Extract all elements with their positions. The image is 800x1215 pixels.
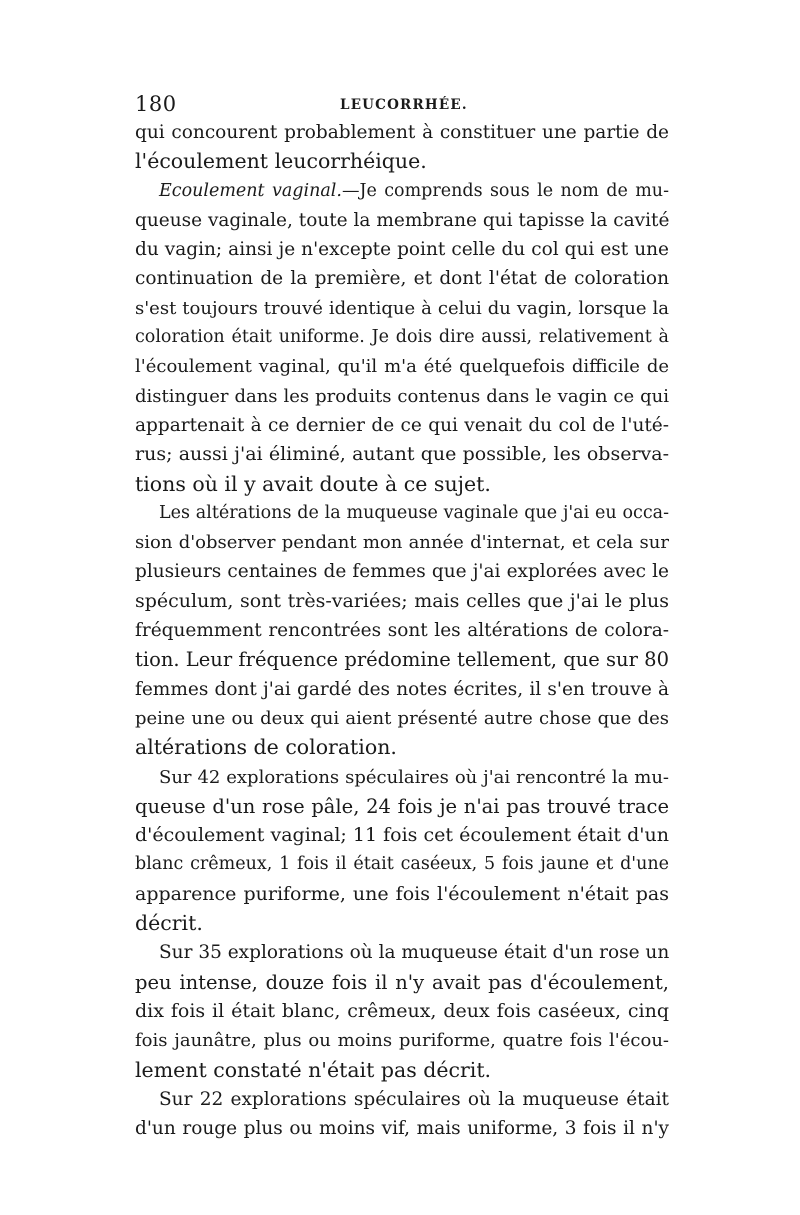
text-line: [135, 733, 669, 762]
text-line: [135, 470, 669, 499]
line-text: blanc crêmeux, 1 fois il était caséeux, 5 fois jaune et d'une: [135, 854, 669, 875]
text-line: [135, 968, 669, 997]
line-text: sion d'observer pendant mon année d'internat, et cela sur: [135, 532, 669, 554]
text-line: [135, 792, 669, 821]
text-line: [135, 938, 669, 967]
line-text: distinguer dans les produits contenus dans le vagin ce qui: [135, 385, 669, 407]
line-text: s'est toujours trouvé identique à celui du vagin, lorsque la: [135, 297, 669, 319]
text-line: [135, 411, 669, 440]
line-text: l'écoulement vaginal, qu'il m'a été quelquefois difficile de: [135, 356, 669, 378]
line-text: rus; aussi j'ai éliminé, autant que possible, les observa-: [135, 443, 669, 466]
line-text: fois jaunâtre, plus ou moins puriforme, quatre fois l'écou-: [135, 1030, 669, 1052]
line-text: Sur 35 explorations où la muqueuse était d'un rose un: [159, 942, 669, 964]
line-text: apparence puriforme, une fois l'écoulement n'était pas: [135, 882, 669, 905]
line-text: continuation de la première, et dont l'état de coloration: [135, 268, 669, 290]
text-line: [135, 909, 669, 938]
line-text: plusieurs centaines de femmes que j'ai explorées avec le: [135, 561, 669, 583]
text-line: [135, 1026, 669, 1055]
line-text: peine une ou deux qui aient présenté autre chose que des: [135, 707, 669, 729]
text-line: [135, 440, 669, 469]
text-line: [135, 206, 669, 235]
text-line: [135, 704, 669, 733]
text-line: [135, 1056, 669, 1085]
text-line: [135, 528, 669, 557]
line-text: spéculum, sont très-variées; mais celles que j'ai le plus: [135, 589, 669, 612]
text-line: [135, 294, 669, 323]
text-line: [135, 1114, 669, 1143]
text-line: [135, 177, 669, 206]
line-text: tion. Leur fréquence prédomine tellement, que sur 80: [135, 648, 669, 672]
line-text: queuse vaginale, toute la membrane qui tapisse la cavité: [135, 209, 669, 231]
line-text: —Je comprends sous le nom de mu-: [341, 180, 669, 201]
page-header: [135, 92, 665, 116]
line-text: Les altérations de la muqueuse vaginale que j'ai eu occa-: [159, 502, 669, 523]
section-heading: Ecoulement vaginal.: [159, 180, 342, 201]
line-text: fréquemment rencontrées sont les altérations de colora-: [135, 620, 669, 642]
line-text: peu intense, douze fois il n'y avait pas d'écoulement,: [135, 970, 669, 994]
running-title: LEUCORRHÉE.: [340, 97, 468, 113]
text-line: [135, 763, 669, 792]
line-text: Sur 42 explorations spéculaires où j'ai rencontré la mu-: [159, 766, 669, 788]
text-line: [135, 616, 669, 645]
line-text: coloration était uniforme. Je dois dire aussi, relativement à: [135, 327, 669, 348]
line-text: queuse d'un rose pâle, 24 fois je n'ai pas trouvé trace: [135, 794, 669, 818]
text-line: [135, 821, 669, 850]
line-text: qui concourent probablement à constituer une partie de: [135, 122, 669, 143]
line-text: dix fois il était blanc, crêmeux, deux fois caséeux, cinq: [135, 999, 669, 1022]
text-line: [135, 382, 669, 411]
text-line: [135, 118, 669, 147]
line-text: d'un rouge plus ou moins vif, mais uniforme, 3 fois il n'y: [135, 1118, 669, 1140]
text-line: [135, 997, 669, 1026]
text-line: [135, 147, 669, 176]
text-line: [135, 499, 669, 528]
line-text: femmes dont j'ai gardé des notes écrites, il s'en trouve à: [135, 678, 669, 700]
text-line: [135, 235, 669, 264]
text-line: [135, 645, 669, 674]
text-line: [135, 850, 669, 879]
line-text: altérations de coloration.: [135, 735, 397, 760]
line-text: appartenait à ce dernier de ce qui venait du col de l'uté-: [135, 414, 669, 436]
body-text: [135, 118, 669, 1143]
text-line: [135, 352, 669, 381]
page-number: 180: [135, 92, 177, 116]
line-text: d'écoulement vaginal; 11 fois cet écoulement était d'un: [135, 824, 669, 847]
line-text: décrit.: [135, 911, 203, 936]
line-text: l'écoulement leucorrhéique.: [135, 149, 427, 174]
line-text: Sur 22 explorations spéculaires où la muqueuse était: [159, 1088, 669, 1110]
line-text: tions où il y avait doute à ce sujet.: [135, 471, 491, 496]
text-line: [135, 1085, 669, 1114]
text-line: [135, 323, 669, 352]
line-text: lement constaté n'était pas décrit.: [135, 1057, 492, 1082]
text-line: [135, 880, 669, 909]
line-text: du vagin; ainsi je n'excepte point celle du col qui est une: [135, 239, 669, 261]
text-line: [135, 557, 669, 586]
text-line: [135, 264, 669, 293]
text-line: [135, 675, 669, 704]
text-line: [135, 587, 669, 616]
